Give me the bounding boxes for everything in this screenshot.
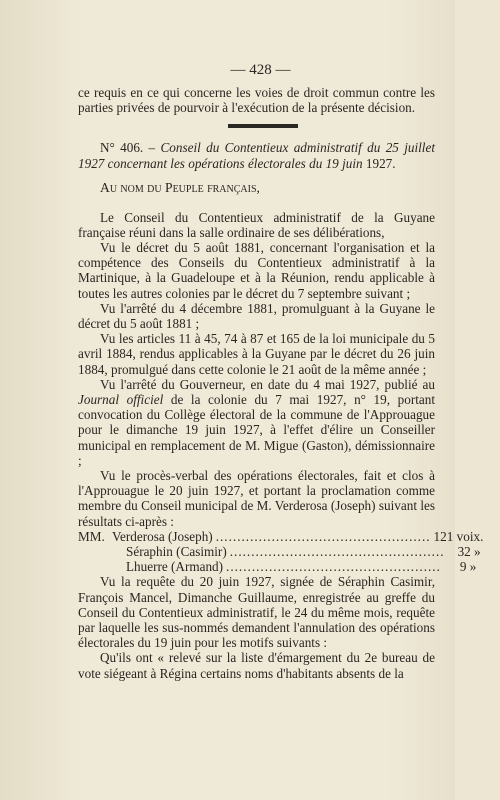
result-votes: 121 voix. — [433, 528, 484, 544]
result-row — [78, 528, 484, 544]
au-nom-heading: Au nom du Peuple français, — [100, 179, 260, 195]
journal-officiel: Journal officiel — [78, 392, 164, 408]
decision-number: N° 406. — [100, 140, 144, 156]
paragraph-decret-1881: Vu le décret du 5 août 1881, concernant l'organisation et la compétence des Conseils du Contentieux administratif à la Martinique, à la Guadeloupe et à la Réunion, rendu applicable à toutes les autres colonies par le décret du 7 septembre suivant ; — [78, 240, 435, 301]
paragraph-requete: Vu la requête du 20 juin 1927, signée de Séraphin Casimir, François Mancel, Dimanche Guillaume, enregistrée au greffe du Conseil du Contentieux administratif, le 24 du même mois, requête par laquelle les sus-nommés demandent l'annulation des opérations électorales du 19 juin pour les motifs suivants : — [78, 574, 435, 651]
result-row — [78, 544, 481, 560]
result-row — [78, 559, 477, 575]
results-list — [78, 528, 484, 575]
paragraph-conseil: Le Conseil du Contentieux administratif de la Guyane française réuni dans la salle ordinaire de ses délibérations, — [78, 209, 435, 240]
dot-leader: .................................................. — [226, 559, 441, 575]
paragraph-motifs: Qu'ils ont « relevé sur la liste d'émargement du 2e bureau de vote siégeant à Régina certains noms d'habitants absents de la — [78, 650, 435, 681]
decision-dash: – — [143, 140, 161, 156]
arrete-text-after: de la colonie du 7 mai 1927, n° 19, portant convocation du Collège électoral de la commune de l'Approuague pour le dimanche 19 juin 1927, à l'effet d'élire un Conseiller municipal en remplacement de M. Migue (Gaston), démissionnaire ; — [78, 392, 435, 468]
dot-leader: .................................................. — [215, 528, 431, 544]
paragraph-loi-municipale: Vu les articles 11 à 45, 74 à 87 et 165 de la loi municipale du 5 avril 1884, rendus applicables à la Guyane par le décret du 26 juin 1884, promulgué dans cette colonie le 21 août de la même année ; — [78, 331, 435, 377]
arrete-text-before: Vu l'arrêté du Gouverneur, en date du 4 mai 1927, publié au — [100, 376, 435, 392]
result-name: Séraphin (Casimir) — [126, 544, 227, 560]
page-number: — 428 — — [230, 62, 291, 78]
result-name: Verderosa (Joseph) — [112, 528, 213, 544]
dot-leader: .................................................. — [229, 544, 445, 560]
paragraph-arrete-1881: Vu l'arrêté du 4 décembre 1881, promulguant à la Guyane le décret du 5 août 1881 ; — [78, 300, 435, 332]
decision-title-end: 1927. — [362, 156, 396, 171]
decision-title: Conseil du Contentieux administratif du 25 juillet 1927 concernant les opérations électorales du 19 juin — [78, 140, 435, 171]
result-votes: 9 » — [459, 559, 477, 575]
paragraph-arrete-gouverneur — [78, 377, 435, 468]
intro-paragraph: ce requis en ce qui concerne les voies de droit commun contre les parties privées de pourvoir à l'exécution de la présente décision. — [78, 85, 435, 116]
result-prefix: MM. — [78, 528, 105, 544]
separator-rule — [228, 124, 298, 128]
result-name: Lhuerre (Armand) — [126, 559, 224, 575]
result-votes: 32 » — [457, 544, 481, 560]
decision-heading — [78, 140, 435, 171]
paragraph-proces-verbal: Vu le procès-verbal des opérations électorales, fait et clos à l'Approuague le 20 juin 1927, et portant la proclamation comme membre du Conseil municipal de M. Verderosa (Joseph) suivant les résultats ci-après : — [78, 468, 435, 529]
